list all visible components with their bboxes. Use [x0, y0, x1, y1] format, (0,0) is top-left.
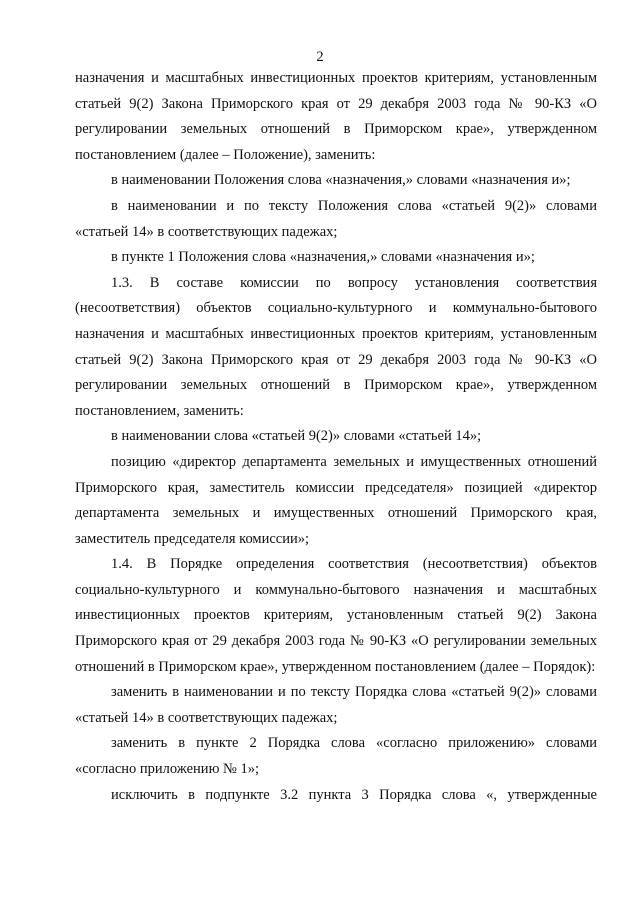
paragraph-commission-position-change: позицию «директор департамента земельных и имущественных отношений Приморского края, заместитель комиссии председателя» позицией «директор департамента земельных и имущественных отношений Приморского края, заместитель председателя комиссии»;: [75, 453, 597, 547]
paragraph-1-4-procedure: 1.4. В Порядке определения соответствия (несоответствия) объектов социально-культурного и коммунально-бытового назначения и масштабных инвестиционных проектов критериям, установленным статьей 9(2) Закона Приморского края от 29 декабря 2003 года № 90-КЗ «О регулировании земельных отношений в Приморском крае», утвержденном постановлением (далее – Порядок):: [75, 556, 597, 675]
paragraph-regulation-article-change: в наименовании и по тексту Положения слова «статьей 9(2)» словами «статьей 14» в соответствующих падежах;: [75, 197, 597, 240]
paragraph-procedure-article-change: заменить в наименовании и по тексту Порядка слова «статьей 9(2)» словами «статьей 14» в соответствующих падежах;: [75, 684, 597, 726]
paragraph-regulation-name-change: в наименовании Положения слова «назначения,» словами «назначения и»;: [111, 172, 571, 189]
paragraph-1-3-commission: 1.3. В составе комиссии по вопросу установления соответствия (несоответствия) объектов социально-культурного и коммунально-бытового назначения и масштабных инвестиционных проектов критериям, установленным статьей 9(2) Закона Приморского края от 29 декабря 2003 года № 90-КЗ «О регулировании земельных отношений в Приморском крае», утвержденном постановлением, заменить:: [75, 274, 597, 419]
document-body: [75, 66, 597, 808]
paragraph-procedure-subpoint-exclusion: исключить в подпункте 3.2 пункта 3 Порядка слова «, утвержденные: [111, 786, 597, 803]
paragraph-regulation-point-1-change: в пункте 1 Положения слова «назначения,» словами «назначения и»;: [111, 249, 535, 266]
paragraph-procedure-point-2-change: заменить в пункте 2 Порядка слова «согласно приложению» словами «согласно приложению № 1»;: [75, 735, 597, 778]
paragraph-commission-name-change: в наименовании слова «статьей 9(2)» словами «статьей 14»;: [111, 428, 482, 445]
paragraph-continuation-intro: назначения и масштабных инвестиционных проектов критериям, установленным статьей 9(2) Закона Приморского края от 29 декабря 2003 года № 90-КЗ «О регулировании земельных отношений в Приморском крае», утвержденном постановлением (далее – Положение), заменить:: [75, 70, 597, 163]
page-number: 2: [316, 49, 324, 65]
